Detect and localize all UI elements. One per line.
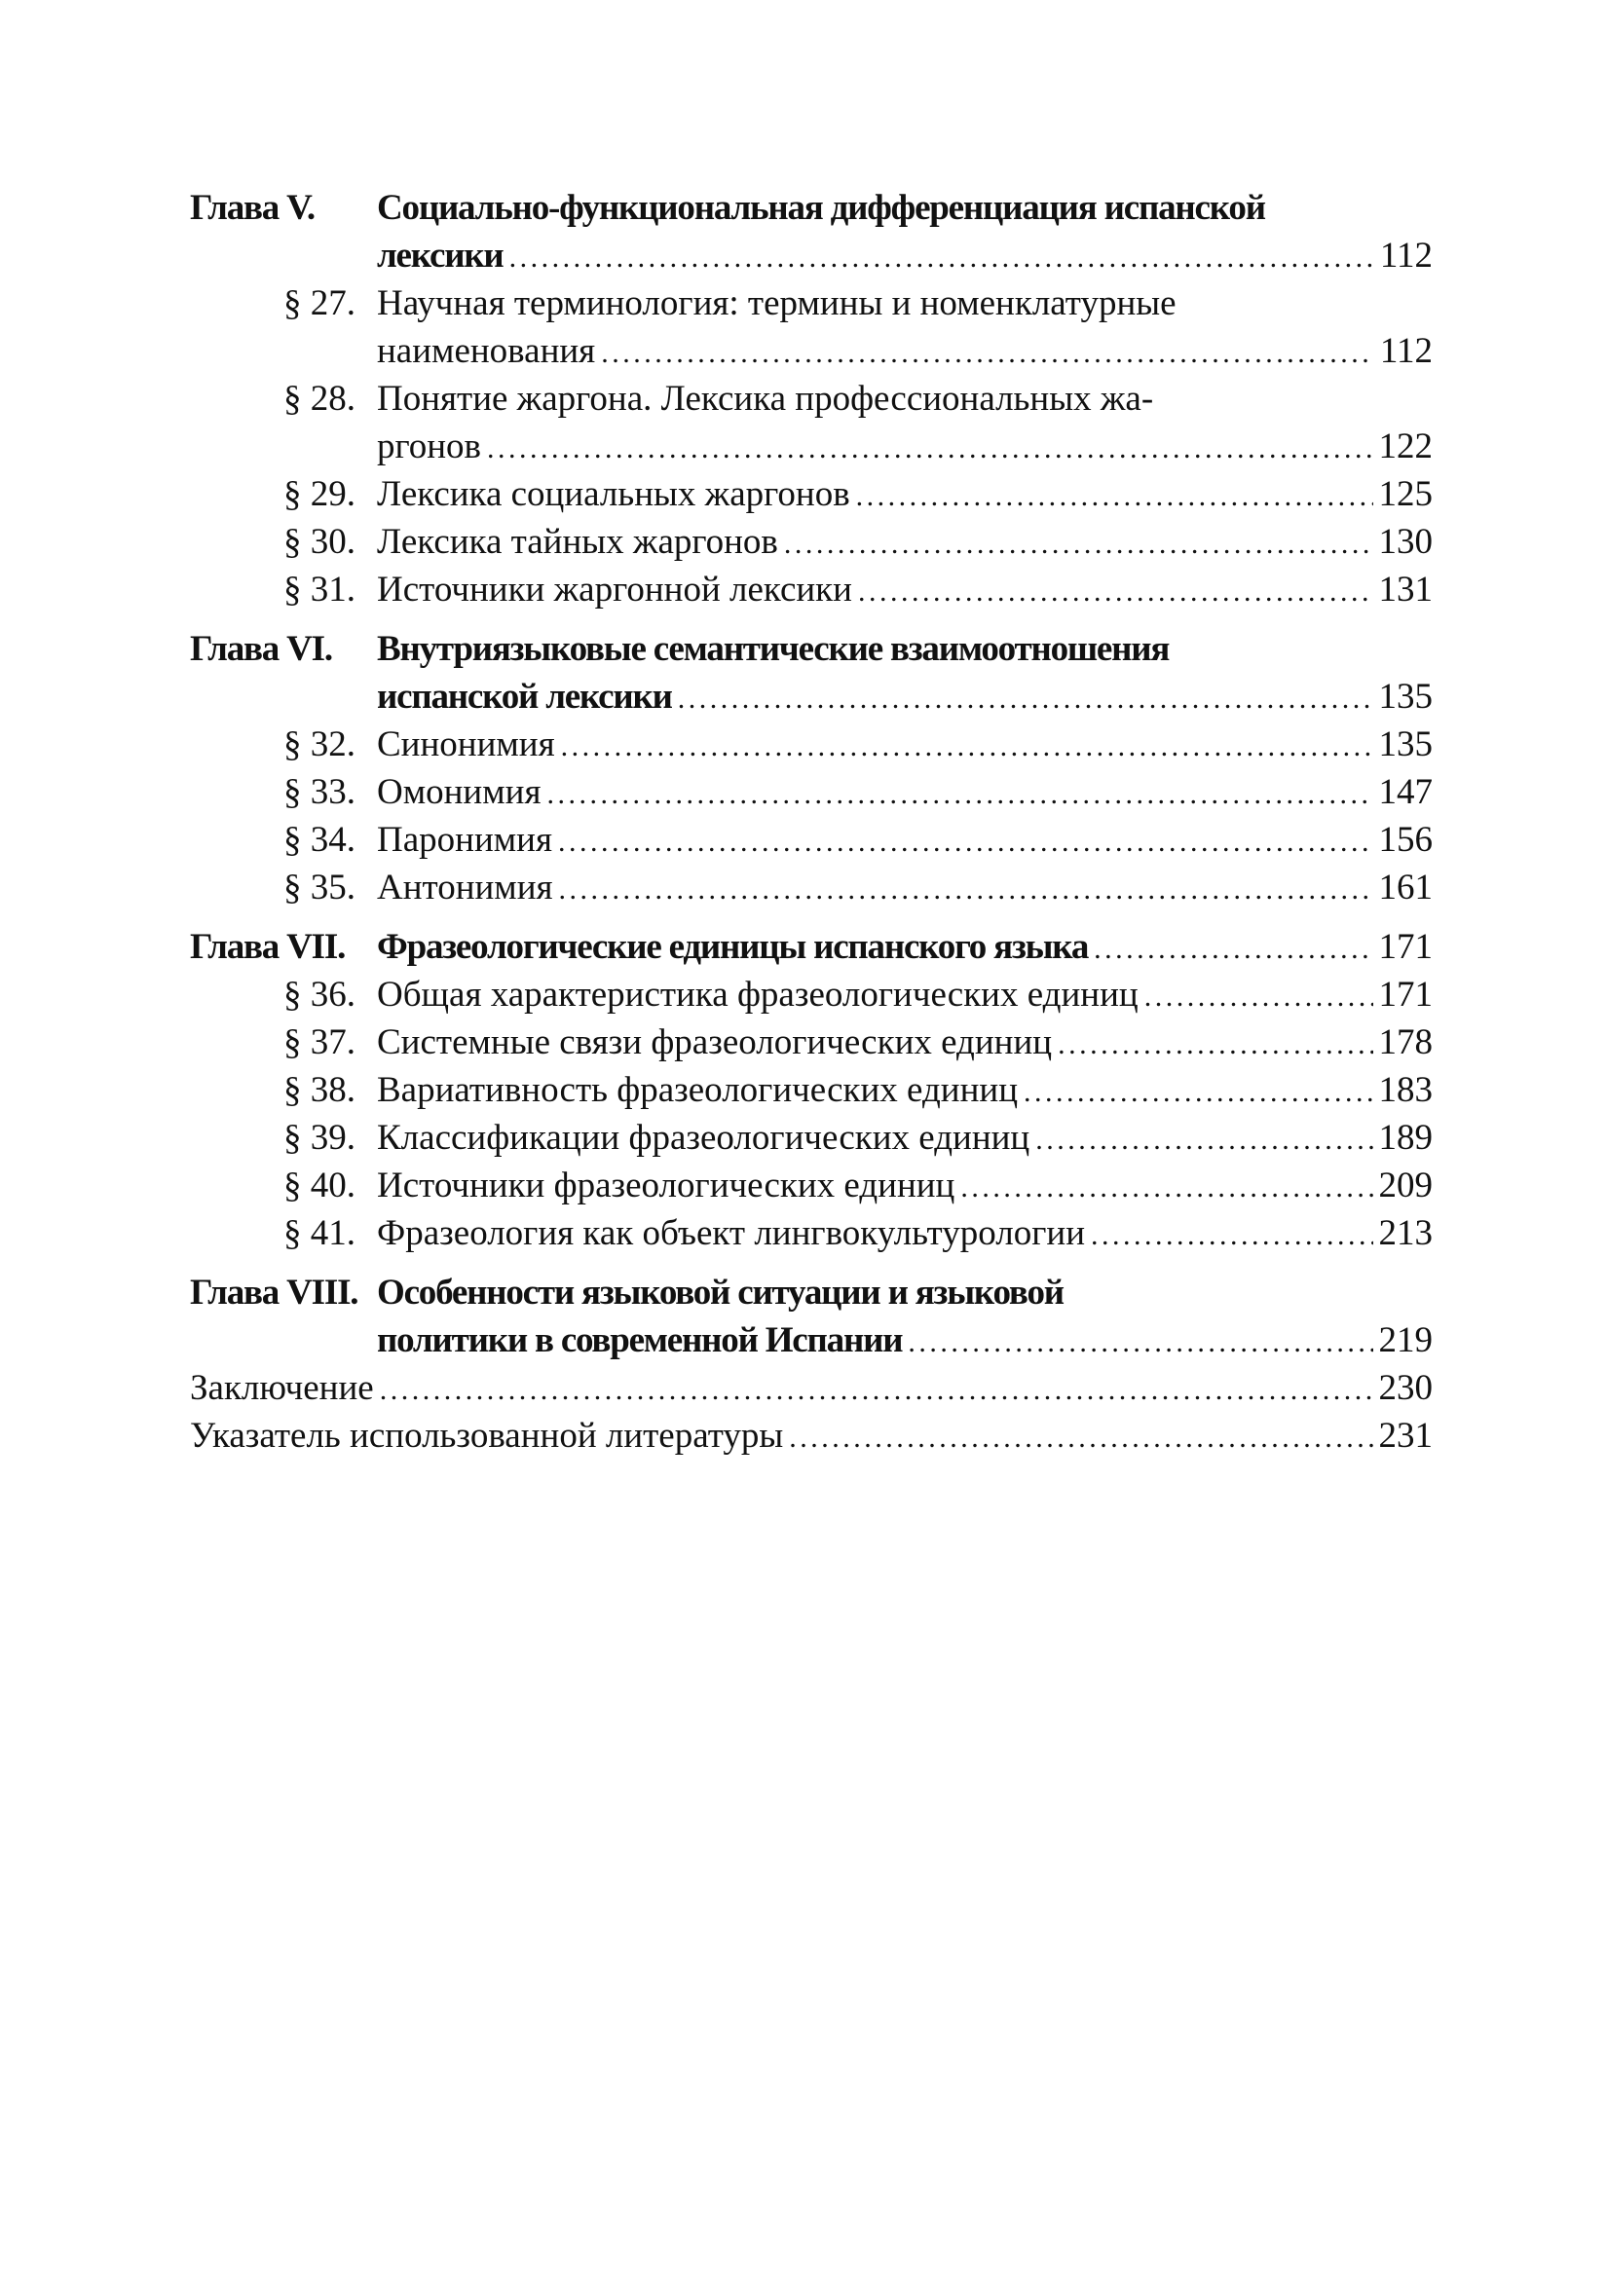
entry-title: Фразеология как объект лингвокультурологии	[377, 1213, 1085, 1253]
entry-title: Паронимия	[377, 820, 552, 860]
toc-entry-line	[190, 1364, 1433, 1412]
toc-section-line	[190, 1162, 1433, 1209]
dot-leader	[858, 566, 1373, 615]
dot-leader	[1058, 1018, 1372, 1068]
page-number: 178	[1378, 1022, 1433, 1062]
dot-leader	[509, 232, 1374, 281]
dot-leader	[559, 864, 1373, 913]
entry-label: § 27.	[283, 283, 355, 323]
page-number: 231	[1378, 1416, 1433, 1456]
toc-section-line	[190, 864, 1433, 911]
entry-label: § 34.	[283, 820, 355, 860]
page-number: 171	[1378, 975, 1433, 1015]
entry-label: § 38.	[283, 1070, 355, 1110]
entry-label: § 36.	[283, 975, 355, 1015]
page-number: 131	[1378, 570, 1433, 610]
entry-title: Синонимия	[377, 724, 555, 764]
page-number: 230	[1378, 1368, 1433, 1408]
toc-section-line	[190, 816, 1433, 864]
dot-leader	[487, 423, 1372, 472]
entry-title: Внутриязыковые семантические взаимоотношения	[377, 629, 1170, 669]
toc-chapter-line	[190, 625, 1433, 673]
entry-title: Фразеологические единицы испанского языка	[377, 927, 1089, 967]
dot-leader	[1091, 1209, 1373, 1259]
dot-leader	[1144, 971, 1373, 1020]
entry-title: испанской лексики	[377, 677, 672, 717]
page-number: 122	[1378, 426, 1433, 466]
dot-leader	[546, 768, 1372, 818]
entry-label: § 39.	[283, 1118, 355, 1158]
entry-label: § 32.	[283, 724, 355, 764]
entry-label: § 29.	[283, 474, 355, 514]
toc-section-line	[190, 566, 1433, 613]
entry-label: § 33.	[283, 772, 355, 812]
entry-title: Понятие жаргона. Лексика профессиональных жа-	[377, 379, 1154, 419]
entry-title: Научная терминология: термины и номенклатурные	[377, 283, 1177, 323]
toc-section-line	[190, 971, 1433, 1018]
dot-leader	[601, 327, 1374, 377]
entry-label: Глава VIII.	[190, 1273, 358, 1313]
page-number: 135	[1378, 724, 1433, 764]
entry-title: Заключение	[190, 1368, 374, 1408]
page-number: 112	[1379, 331, 1433, 371]
toc-section-line	[190, 279, 1433, 327]
entry-label: § 35.	[283, 868, 355, 907]
entry-title: Общая характеристика фразеологических единиц	[377, 975, 1139, 1015]
entry-title: Особенности языковой ситуации и языковой	[377, 1273, 1064, 1313]
entry-label: § 28.	[283, 379, 355, 419]
entry-title: Вариативность фразеологических единиц	[377, 1070, 1018, 1110]
toc-section-line	[190, 721, 1433, 768]
toc-chapter-line	[190, 1269, 1433, 1316]
page-number: 161	[1378, 868, 1433, 907]
dot-leader	[960, 1162, 1372, 1211]
entry-title: Системные связи фразеологических единиц	[377, 1022, 1053, 1062]
entry-label: Глава VI.	[190, 629, 332, 669]
toc-chapter-line	[190, 232, 1433, 279]
page-number: 135	[1378, 677, 1433, 717]
dot-leader	[1035, 1114, 1372, 1164]
dot-leader	[678, 673, 1373, 722]
page-number: 130	[1378, 522, 1433, 562]
dot-leader	[1094, 923, 1372, 973]
page-number: 156	[1378, 820, 1433, 860]
toc-chapter-line	[190, 923, 1433, 971]
dot-leader	[558, 816, 1373, 866]
entry-label: § 31.	[283, 570, 355, 610]
dot-leader	[1024, 1066, 1373, 1116]
dot-leader	[789, 1412, 1372, 1462]
page-number: 183	[1378, 1070, 1433, 1110]
entry-title: Лексика социальных жаргонов	[377, 474, 850, 514]
entry-title: Социально-функциональная дифференциация испанской	[377, 188, 1265, 228]
toc-section-line	[190, 1066, 1433, 1114]
dot-leader	[380, 1364, 1373, 1414]
page-number: 125	[1378, 474, 1433, 514]
table-of-contents	[190, 184, 1433, 1460]
dot-leader	[856, 470, 1373, 520]
dot-leader	[908, 1316, 1372, 1366]
page-number: 209	[1378, 1166, 1433, 1205]
entry-title: Лексика тайных жаргонов	[377, 522, 778, 562]
toc-chapter-line	[190, 1316, 1433, 1364]
entry-label: Глава VII.	[190, 927, 346, 967]
entry-title: Источники фразеологических единиц	[377, 1166, 955, 1205]
entry-title: Омонимия	[377, 772, 542, 812]
entry-title: лексики	[377, 236, 504, 276]
entry-title: Классификации фразеологических единиц	[377, 1118, 1030, 1158]
entry-title: наименования	[377, 331, 596, 371]
page-number: 147	[1378, 772, 1433, 812]
page-number: 189	[1378, 1118, 1433, 1158]
entry-label: § 41.	[283, 1213, 355, 1253]
toc-section-line	[190, 518, 1433, 566]
toc-section-line	[190, 768, 1433, 816]
toc-section-line	[190, 1018, 1433, 1066]
toc-chapter-line	[190, 673, 1433, 721]
entry-title: политики в современной Испании	[377, 1320, 903, 1360]
entry-title: Антонимия	[377, 868, 553, 907]
toc-entry-line	[190, 1412, 1433, 1460]
page-number: 219	[1378, 1320, 1433, 1360]
toc-section-line	[190, 470, 1433, 518]
page-number: 213	[1378, 1213, 1433, 1253]
toc-section-line	[190, 1209, 1433, 1257]
toc-section-line	[190, 423, 1433, 470]
entry-title: ргонов	[377, 426, 482, 466]
entry-label: § 40.	[283, 1166, 355, 1205]
page-number: 171	[1378, 927, 1433, 967]
toc-section-line	[190, 375, 1433, 423]
entry-title: Указатель использованной литературы	[190, 1416, 784, 1456]
dot-leader	[561, 721, 1373, 770]
entry-label: § 37.	[283, 1022, 355, 1062]
entry-label: Глава V.	[190, 188, 315, 228]
entry-label: § 30.	[283, 522, 355, 562]
dot-leader	[784, 518, 1373, 568]
toc-section-line	[190, 327, 1433, 375]
toc-chapter-line	[190, 184, 1433, 232]
page-number: 112	[1379, 236, 1433, 276]
toc-section-line	[190, 1114, 1433, 1162]
entry-title: Источники жаргонной лексики	[377, 570, 852, 610]
